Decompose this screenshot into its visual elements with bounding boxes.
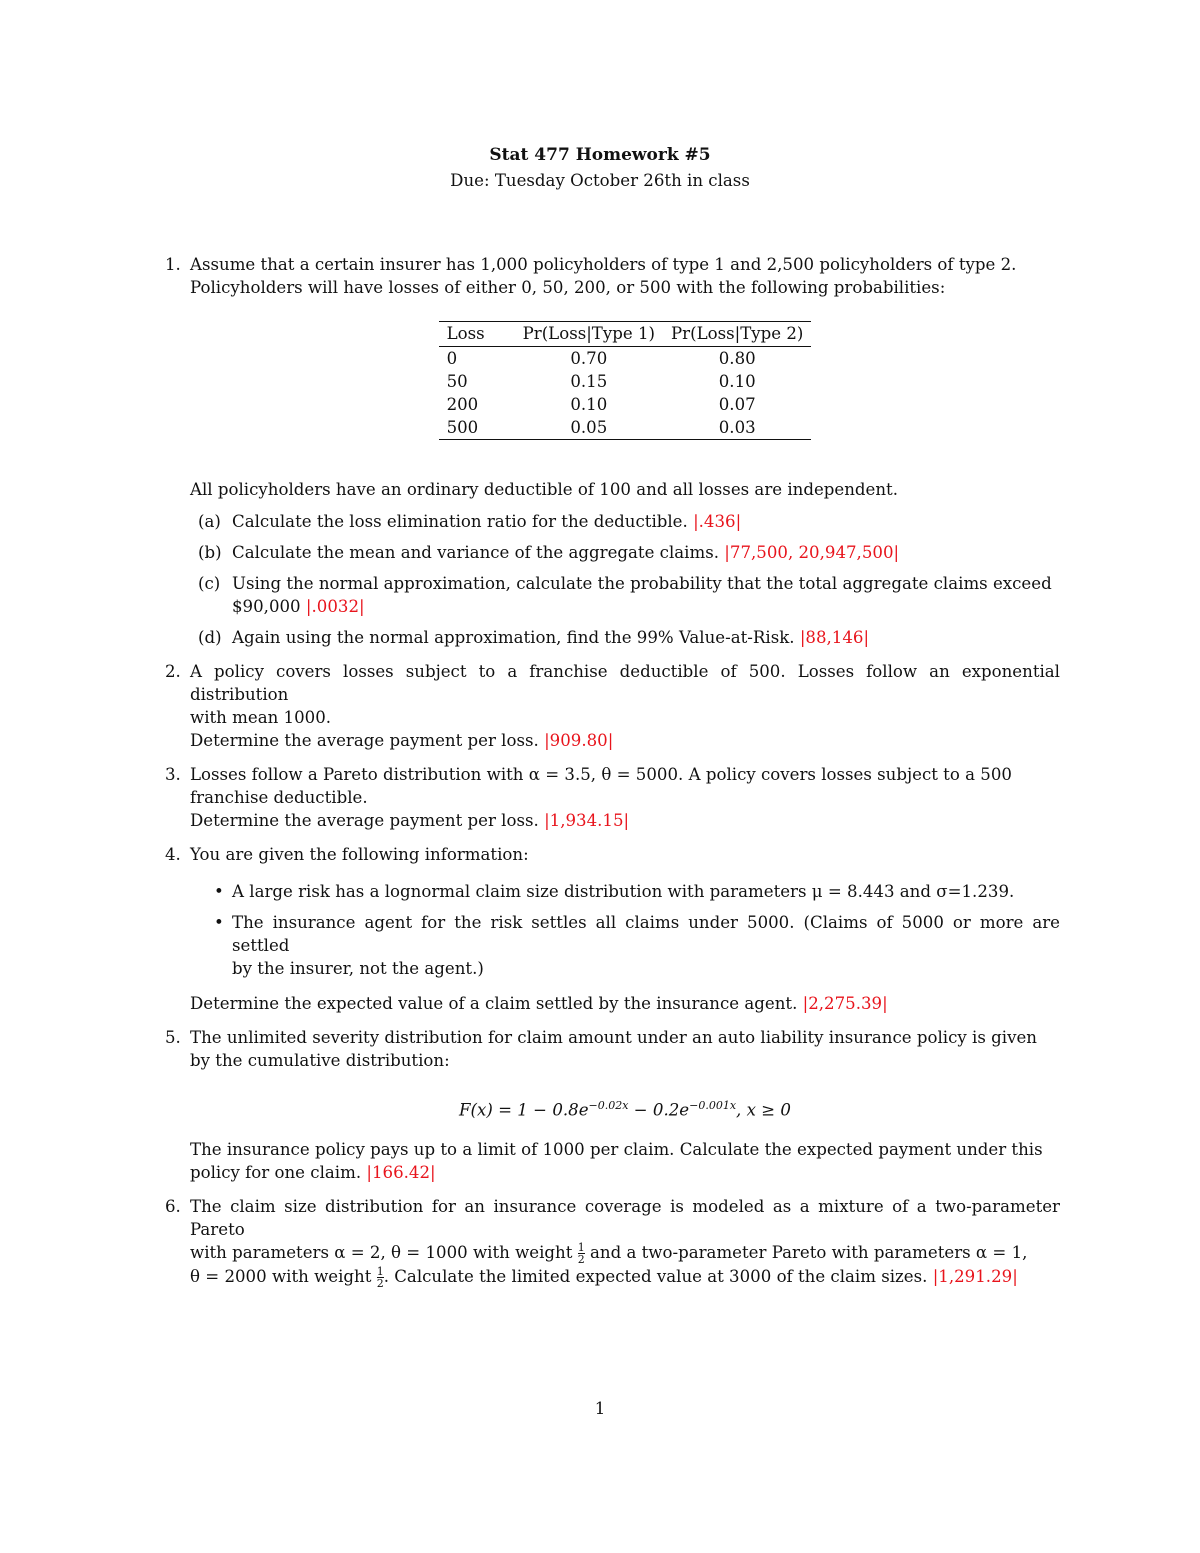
subpart-b (190, 541, 1060, 564)
table-cell: 50 (446, 372, 468, 391)
table-row (439, 370, 812, 393)
problem-6 (165, 1195, 1060, 1289)
problem-3 (165, 763, 1060, 832)
problem-2 (165, 660, 1060, 752)
table-cell: 0.15 (570, 372, 608, 391)
answer: |1,291.29| (932, 1266, 1018, 1286)
fraction-one-half (377, 1266, 384, 1289)
problem-text: Determine the expected value of a claim settled by the insurance agent. (190, 994, 798, 1013)
table-cell: 0 (446, 349, 458, 368)
problem-number: 4. (165, 845, 181, 864)
subpart-label: (b) (198, 543, 222, 562)
bullet-text: by the insurer, not the agent.) (232, 959, 484, 978)
subpart-label: (d) (198, 628, 222, 647)
fraction-denominator: 2 (376, 1276, 384, 1290)
table-cell: 0.80 (718, 349, 756, 368)
problem-5 (165, 1026, 1060, 1184)
problem-text: The unlimited severity distribution for claim amount under an auto liability insurance policy is given (190, 1028, 1037, 1047)
subpart-c (190, 572, 1060, 618)
problem-text: You are given the following information: (190, 845, 529, 864)
table-row (439, 393, 812, 416)
formula-part: − 0.2e (628, 1100, 690, 1120)
fraction-denominator: 2 (577, 1252, 585, 1266)
problem-text: The claim size distribution for an insurance coverage is modeled as a mixture of a two-parameter Pareto (190, 1196, 1060, 1239)
table-cell: 0.70 (570, 349, 608, 368)
subpart-a (190, 510, 1060, 533)
subpart-text: $90,000 (232, 597, 301, 616)
problem-text-line (190, 1265, 1060, 1289)
problem-text: Losses follow a Pareto distribution with α = 3.5, θ = 5000. A policy covers losses subject to a 500 (190, 765, 1012, 784)
bullet-item (190, 911, 1060, 980)
subpart-label: (a) (198, 512, 221, 531)
problem-4 (165, 843, 1060, 1015)
problem-number: 6. (165, 1196, 181, 1216)
table-row (439, 347, 812, 371)
problem-text: . Calculate the limited expected value at 3000 of the claim sizes. (383, 1266, 928, 1286)
table-row (439, 416, 812, 440)
answer: |1,934.15| (544, 811, 630, 830)
bullet-text: A large risk has a lognormal claim size distribution with parameters μ = 8.443 and σ=1.239. (232, 882, 1015, 901)
subpart-text: Calculate the loss elimination ratio for the deductible. (232, 512, 688, 531)
formula-part: , x ≥ 0 (736, 1100, 791, 1120)
problem-number: 3. (165, 765, 181, 784)
subpart-text: Again using the normal approximation, find the 99% Value-at-Risk. (232, 628, 795, 647)
problem-text: Determine the average payment per loss. (190, 731, 539, 750)
subpart-text: Using the normal approximation, calculate the probability that the total aggregate claims exceed (232, 574, 1052, 593)
header (0, 144, 1200, 192)
formula-part: F(x) = 1 − 0.8e (459, 1100, 589, 1120)
problem-number: 5. (165, 1028, 181, 1047)
bullet-text: The insurance agent for the risk settles all claims under 5000. (Claims of 5000 or more are settled (232, 913, 1060, 955)
problem-text-line (190, 1241, 1060, 1265)
formula-exponent: −0.02x (588, 1099, 629, 1112)
fraction-numerator: 1 (376, 1264, 384, 1278)
fraction-one-half (578, 1242, 585, 1265)
answer: |.436| (693, 512, 742, 531)
table-cell: 0.05 (570, 418, 608, 437)
subpart-text: Calculate the mean and variance of the aggregate claims. (232, 543, 720, 562)
bullet-icon: • (214, 882, 224, 901)
problem-text: with parameters α = 2, θ = 1000 with weight (190, 1242, 573, 1262)
column-header: Pr(Loss|Type 1) (515, 322, 663, 347)
problem-text: All policyholders have an ordinary deductible of 100 and all losses are independent. (190, 480, 898, 499)
answer: |77,500, 20,947,500| (724, 543, 900, 562)
subpart-d (190, 626, 1060, 649)
answer: |2,275.39| (802, 994, 888, 1013)
fraction-numerator: 1 (577, 1240, 585, 1254)
subpart-label: (c) (198, 574, 221, 593)
probability-table (439, 321, 812, 440)
bullet-list (190, 880, 1060, 980)
problem-1 (165, 253, 1060, 649)
answer: |166.42| (366, 1162, 436, 1182)
problem-number: 2. (165, 662, 181, 681)
cdf-formula (190, 1094, 1060, 1122)
page-title: Stat 477 Homework #5 (489, 145, 711, 165)
due-date: Due: Tuesday October 26th in class (450, 171, 750, 190)
problem-text: θ = 2000 with weight (190, 1266, 372, 1286)
problem-text: A policy covers losses subject to a franchise deductible of 500. Losses follow an exponential distribution (190, 662, 1060, 704)
problem-text: The insurance policy pays up to a limit of 1000 per claim. Calculate the expected payment under this (190, 1139, 1043, 1159)
problem-text: policy for one claim. (190, 1162, 362, 1182)
formula-exponent: −0.001x (689, 1099, 737, 1112)
problem-text: by the cumulative distribution: (190, 1051, 450, 1070)
column-header: Loss (439, 322, 515, 347)
problem-text: franchise deductible. (190, 788, 368, 807)
table-cell: 500 (446, 418, 479, 437)
table-cell: 0.10 (718, 372, 756, 391)
page-number: 1 (594, 1399, 606, 1418)
subparts (190, 510, 1060, 649)
answer: |909.80| (544, 731, 614, 750)
answer: |.0032| (305, 597, 365, 616)
problem-list (165, 253, 1060, 1300)
bullet-item (190, 880, 1060, 903)
bullet-icon: • (214, 913, 224, 932)
table-cell: 0.03 (718, 418, 756, 437)
table-cell: 200 (446, 395, 479, 414)
answer: |88,146| (799, 628, 870, 647)
problem-text: Policyholders will have losses of either 0, 50, 200, or 500 with the following probabilities: (190, 278, 946, 297)
problem-text: and a two-parameter Pareto with parameters α = 1, (589, 1242, 1028, 1262)
table-cell: 0.10 (570, 395, 608, 414)
problem-number: 1. (165, 255, 181, 274)
table-header-row (439, 322, 812, 347)
table-cell: 0.07 (718, 395, 756, 414)
problem-text: with mean 1000. (190, 708, 332, 727)
problem-text: Determine the average payment per loss. (190, 811, 539, 830)
column-header: Pr(Loss|Type 2) (663, 322, 811, 347)
problem-text: Assume that a certain insurer has 1,000 policyholders of type 1 and 2,500 policyholders of type 2. (190, 255, 1017, 274)
